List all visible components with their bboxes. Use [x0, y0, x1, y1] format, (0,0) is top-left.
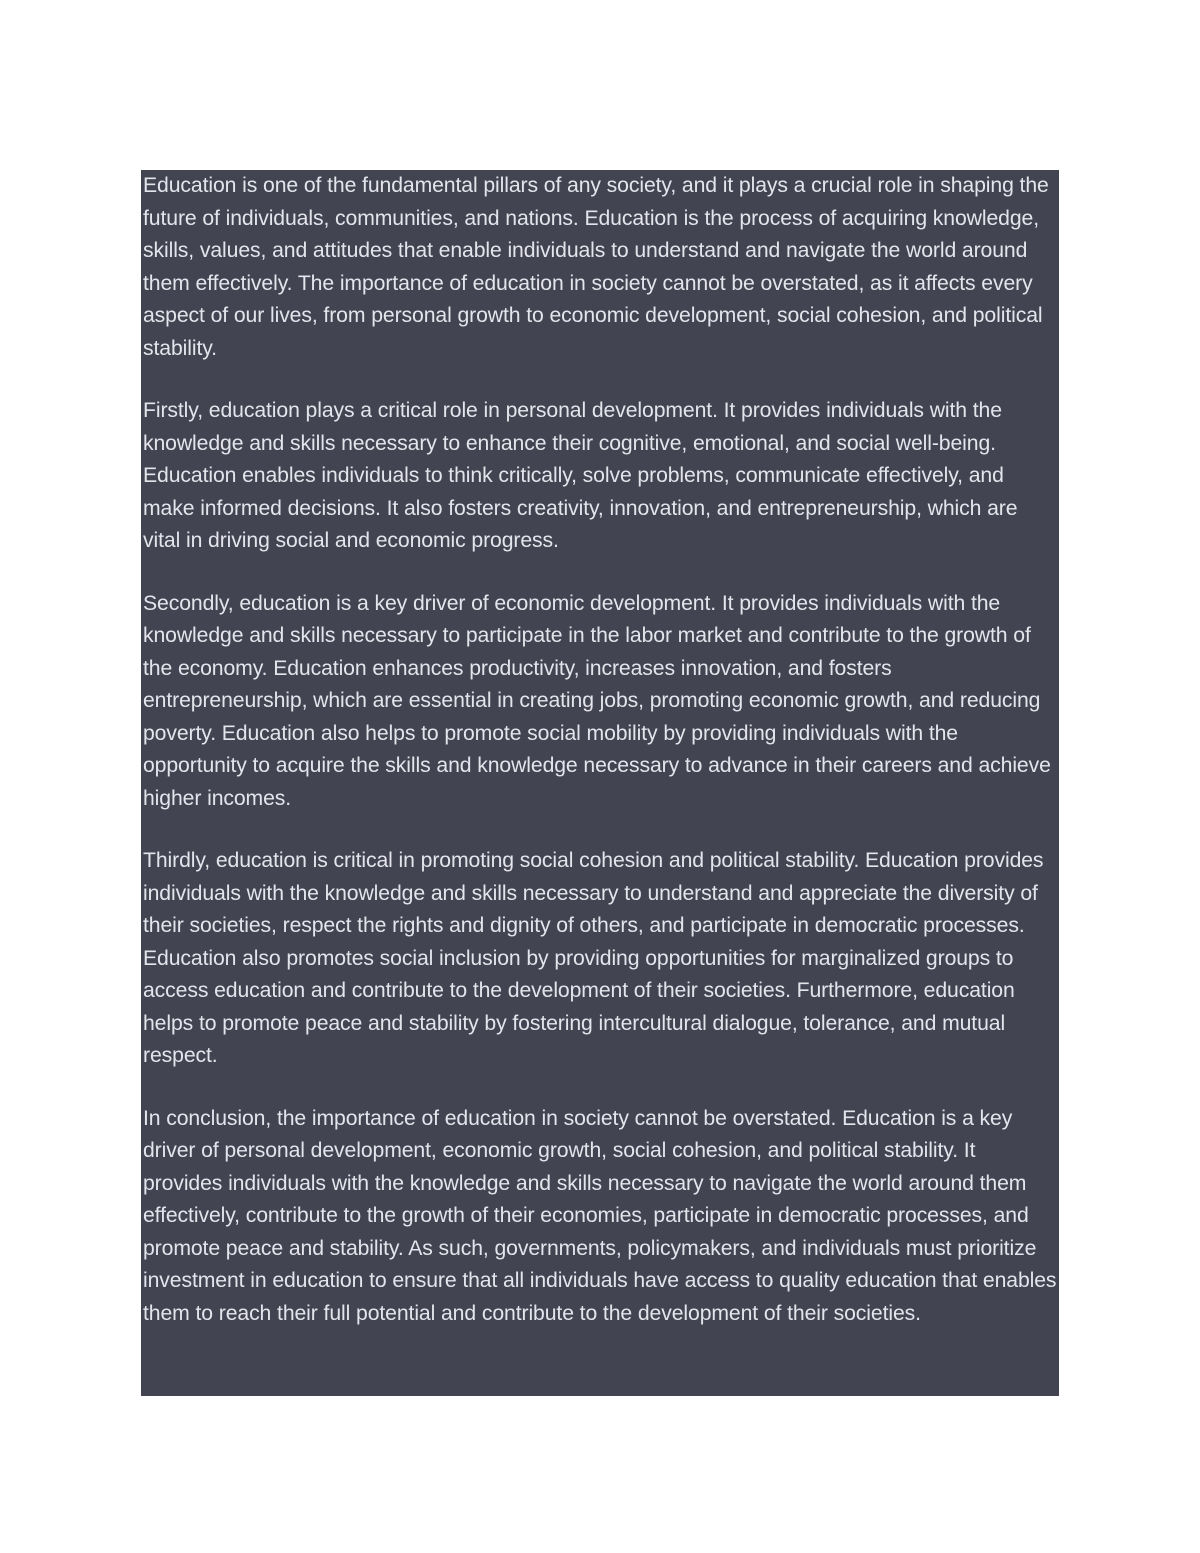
paragraph-economic-development: Secondly, education is a key driver of economic development. It provides individuals with the knowledge and skills necessary to participate in the labor market and contribute to the growth of the economy. Education enhances productivity, increases innovation, and fosters entrepreneurship, which are essential in creating jobs, promoting economic growth, and reducing poverty. Education also helps to promote social mobility by providing individuals with the opportunity to acquire the skills and knowledge necessary to advance in their careers and achieve higher incomes. [143, 591, 1051, 810]
essay-text-block [141, 170, 1059, 1396]
paragraph-conclusion: In conclusion, the importance of education in society cannot be overstated. Education is a key driver of personal development, economic growth, social cohesion, and political stability. It provides individuals with the knowledge and skills necessary to navigate the world around them effectively, contribute to the growth of their economies, participate in democratic processes, and promote peace and stability. As such, governments, policymakers, and individuals must prioritize investment in education to ensure that all individuals have access to quality education that enables them to reach their full potential and contribute to the development of their societies. [143, 1106, 1057, 1325]
paragraph-personal-development: Firstly, education plays a critical role in personal development. It provides individuals with the knowledge and skills necessary to enhance their cognitive, emotional, and social well-being. Education enables individuals to think critically, solve problems, communicate effectively, and make informed decisions. It also fosters creativity, innovation, and entrepreneurship, which are vital in driving social and economic progress. [143, 399, 1018, 552]
paragraph-social-cohesion: Thirdly, education is critical in promoting social cohesion and political stability. Education provides individuals with the knowledge and skills necessary to understand and appreciate the diversity of their societies, respect the rights and dignity of others, and participate in democratic processes. Education also promotes social inclusion by providing opportunities for marginalized groups to access education and contribute to the development of their societies. Furthermore, education helps to promote peace and stability by fostering intercultural dialogue, tolerance, and mutual respect. [143, 849, 1044, 1067]
paragraph-introduction: Education is one of the fundamental pillars of any society, and it plays a crucial role in shaping the future of individuals, communities, and nations. Education is the process of acquiring knowledge, skills, values, and attitudes that enable individuals to understand and navigate the world around them effectively. The importance of education in society cannot be overstated, as it affects every aspect of our lives, from personal growth to economic development, social cohesion, and political stability. [143, 174, 1049, 360]
